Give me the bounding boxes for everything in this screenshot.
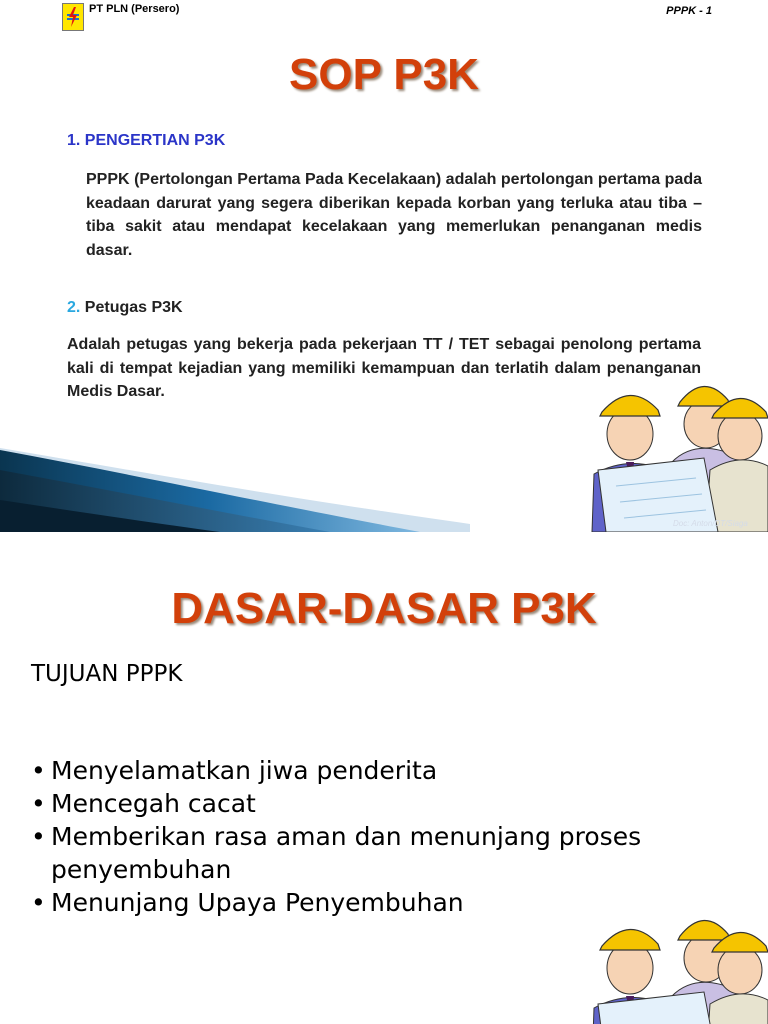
section1-heading: 1. PENGERTIAN P3K xyxy=(67,132,226,149)
section2-number: 2. xyxy=(67,299,81,316)
list-item: • Menyelamatkan jiwa penderita xyxy=(31,756,438,785)
workers-illustration xyxy=(586,900,768,1024)
workers-illustration xyxy=(586,366,768,532)
list-item: • Mencegah cacat xyxy=(31,789,256,818)
bullet-icon: • xyxy=(31,756,46,785)
page-label: PPPK - 1 xyxy=(666,5,712,17)
slide-title: DASAR-DASAR P3K xyxy=(171,584,597,633)
bullet-list xyxy=(31,754,711,919)
slide-subheading: TUJUAN PPPK xyxy=(31,661,183,687)
list-item: • Memberikan rasa aman dan menunjang proses penyembuhan xyxy=(31,822,642,884)
decorative-swoosh xyxy=(0,440,470,532)
bullet-icon: • xyxy=(31,888,46,917)
slide-dasar-p3k xyxy=(0,532,768,1024)
image-credit: Doc: Anton/DT/Siaga xyxy=(673,519,748,528)
bullet-icon: • xyxy=(31,789,46,818)
company-name: PT PLN (Persero) xyxy=(89,3,180,15)
section2-body: Adalah petugas yang bekerja pada pekerjaan TT / TET sebagai penolong pertama kali di tempat kejadian yang memiliki kemampuan dan terlatih dalam penanganan Medis Dasar. xyxy=(67,336,701,400)
section1-body: PPPK (Pertolongan Pertama Pada Kecelakaan) adalah pertolongan pertama pada keadaan darurat yang segera diberikan kepada korban yang terluka atau tiba – tiba sakit atau mendapat kecelakaan yang memerlukan penanganan medis dasar. xyxy=(86,171,702,259)
list-item: • Menunjang Upaya Penyembuhan xyxy=(31,888,464,917)
slide-title: SOP P3K xyxy=(289,50,479,99)
section2-heading xyxy=(67,299,183,317)
bullet-icon: • xyxy=(31,822,46,851)
section2-heading-text: Petugas P3K xyxy=(84,299,183,316)
pln-logo-icon xyxy=(62,3,84,31)
